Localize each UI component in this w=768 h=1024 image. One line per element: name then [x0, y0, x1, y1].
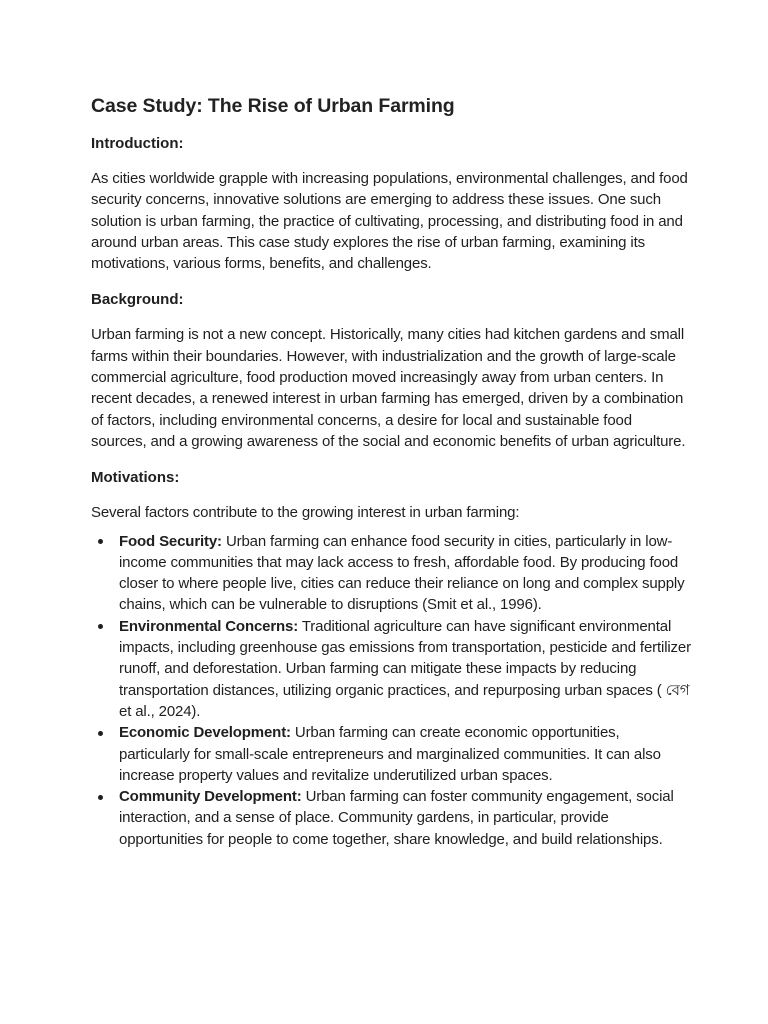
document-page: [91, 93, 691, 850]
list-item-term: Environmental Concerns:: [119, 617, 299, 635]
background-paragraph: Urban farming is not a new concept. Historically, many cities had kitchen gardens and small farms within their boundaries. However, with industrialization and the growth of large-scale commercial agriculture, food production moved increasingly away from urban centers. In recent decades, a renewed interest in urban farming has emerged, driven by a combination of factors, including environmental concerns, a desire for local and sustainable food sources, and a growing awareness of the social and economic benefits of urban agriculture.: [91, 326, 686, 450]
background-heading: Background:: [91, 291, 184, 309]
motivations-heading: Motivations:: [91, 469, 180, 487]
list-item-text: Traditional agriculture can have significant environmental impacts, including greenhouse gas emissions from transportation, pesticide and fertilizer runoff, and deforestation. Urban farming can mitigate these impacts by reducing transportation distances, utilizing organic practices, and repurposing urban spaces ( বেগ et al., 2024).: [119, 617, 691, 720]
list-item-term: Economic Development:: [119, 724, 291, 742]
bullet-icon: [98, 624, 103, 629]
introduction-heading: Introduction:: [91, 135, 184, 152]
introduction-paragraph: As cities worldwide grapple with increasing populations, environmental challenges, and food security concerns, innovative solutions are emerging to address these issues. One such solution is urban farming, the practice of cultivating, processing, and distributing food in and around urban areas. This case study explores the rise of urban farming, examining its motivations, various forms, benefits, and challenges.: [91, 170, 688, 273]
list-item-text: Urban farming can enhance food security in cities, particularly in low-income communities that may lack access to fresh, affordable food. By producing food closer to where people live, cities can reduce their reliance on long and complex supply chains, which can be vulnerable to disruptions (Smit et al., 1996).: [119, 532, 685, 614]
list-item-term: Community Development:: [119, 788, 302, 806]
motivations-list: [91, 531, 691, 850]
list-item-term: Food Security:: [119, 532, 222, 550]
motivations-intro: Several factors contribute to the growing interest in urban farming:: [91, 504, 520, 522]
list-item-text: Urban farming can foster community engagement, social interaction, and a sense of place. Community gardens, in particular, provide opportunities for people to come together, share knowledge, and build relationships.: [119, 788, 674, 848]
page-title: Case Study: The Rise of Urban Farming: [91, 95, 455, 117]
list-item: [91, 616, 691, 722]
list-item-text: Urban farming can create economic opportunities, particularly for small-scale entrepreneurs and marginalized communities. It can also increase property values and revitalize underutilized urban spaces.: [119, 724, 661, 784]
bullet-icon: [98, 795, 103, 800]
bullet-icon: [98, 731, 103, 736]
bullet-icon: [98, 539, 103, 544]
list-item: [91, 786, 691, 850]
list-item: [91, 722, 691, 786]
list-item: [91, 531, 691, 616]
